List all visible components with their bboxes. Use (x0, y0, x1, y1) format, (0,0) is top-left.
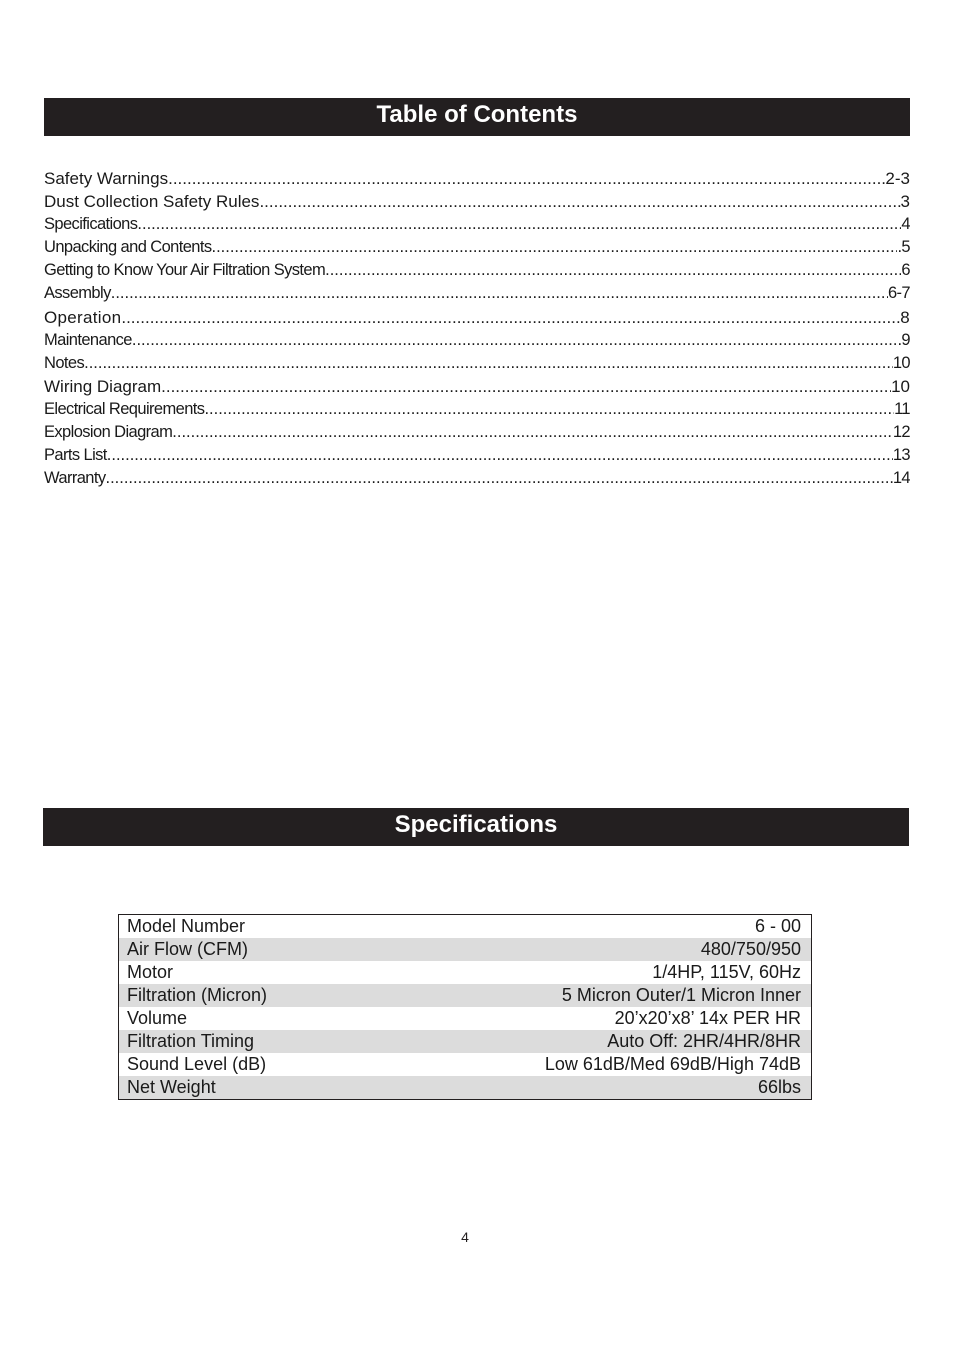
spec-label: Motor (127, 962, 174, 982)
toc-entry (44, 444, 910, 467)
spec-row (119, 1007, 812, 1030)
toc-entry-page: 6 (901, 261, 910, 280)
toc-leader-dots (107, 444, 893, 467)
spec-value: 66lbs (372, 1076, 811, 1100)
spec-row (119, 938, 812, 961)
spec-value: Low 61dB/Med 69dB/High 74dB (544, 1054, 801, 1074)
spec-row (119, 915, 812, 939)
toc-entry-page: 13 (892, 446, 910, 465)
toc-entry-label: Warranty (44, 469, 106, 488)
spec-label: Air Flow (CFM) (119, 938, 373, 961)
toc-leader-dots (161, 375, 891, 398)
toc-entry-label: Operation (44, 307, 122, 327)
toc-title: Table of Contents (44, 98, 910, 136)
spec-row (119, 1053, 812, 1076)
toc-entry-page: 9 (901, 330, 910, 349)
toc-entry-label: Electrical Requirements (44, 399, 205, 418)
toc-entry-label: Unpacking and Contents (44, 238, 212, 257)
toc-entry-label: Assembly (44, 284, 111, 303)
toc-entry-label: Safety Warnings (44, 169, 169, 188)
toc-entry-page: 14 (892, 469, 910, 488)
toc-entry (44, 352, 910, 375)
spec-label: Volume (127, 1008, 188, 1028)
toc-entry (44, 306, 910, 329)
specifications-title: Specifications (43, 808, 909, 846)
spec-label: Net Weight (119, 1076, 373, 1100)
toc-leader-dots (204, 398, 894, 421)
toc-entry (44, 236, 910, 259)
toc-entry-page: 2-3 (885, 169, 910, 188)
toc-entry-page: 12 (892, 423, 910, 442)
toc-entry (44, 259, 910, 282)
toc-entry-label: Wiring Diagram (44, 376, 162, 396)
toc-entry (44, 213, 910, 236)
spec-value: 20’x20’x8’ 14x PER HR (614, 1008, 801, 1028)
toc-entry-label: Notes (44, 353, 85, 372)
toc-entry-label: Dust Collection Safety Rules (44, 192, 260, 212)
toc-entry (44, 375, 910, 398)
spec-row (119, 1076, 812, 1100)
toc-entry (44, 282, 910, 305)
toc-leader-dots (137, 213, 901, 236)
spec-value: Auto Off: 2HR/4HR/8HR (372, 1030, 811, 1053)
toc-leader-dots (111, 282, 888, 305)
toc-leader-dots (84, 352, 893, 375)
toc-entry (44, 398, 910, 421)
toc-entry-page: 6-7 (887, 284, 910, 303)
toc-leader-dots (325, 259, 901, 282)
toc-leader-dots (168, 167, 885, 190)
toc-entry-page: 4 (901, 215, 910, 234)
toc-entry-page: 3 (900, 192, 910, 212)
toc-leader-dots (172, 421, 893, 444)
toc-entry (44, 467, 910, 490)
spec-value: 5 Micron Outer/1 Micron Inner (372, 984, 811, 1007)
spec-row (119, 1030, 812, 1053)
toc-entry-label: Maintenance (44, 330, 132, 349)
toc-entry-page: 11 (894, 399, 910, 418)
spec-label: Filtration (Micron) (119, 984, 373, 1007)
toc-entry-page: 8 (900, 307, 910, 327)
spec-label: Filtration Timing (119, 1030, 373, 1053)
toc-entry-label: Getting to Know Your Air Filtration System (44, 261, 326, 280)
toc-entry-label: Specifications (44, 215, 138, 234)
toc-entry-page: 10 (891, 376, 910, 396)
toc-entry (44, 329, 910, 352)
spec-value: 480/750/950 (372, 938, 811, 961)
spec-row (119, 984, 812, 1007)
toc-leader-dots (259, 190, 900, 213)
toc-entry-label: Parts List (44, 446, 107, 465)
spec-label: Model Number (127, 916, 246, 936)
toc-entry (44, 167, 910, 190)
toc-entry (44, 190, 910, 213)
specifications-table (118, 914, 812, 1100)
toc-leader-dots (121, 306, 900, 329)
toc-entry (44, 421, 910, 444)
spec-value: 1/4HP, 115V, 60Hz (652, 962, 801, 982)
toc-leader-dots (132, 329, 902, 352)
page-number: 4 (461, 1229, 469, 1245)
toc-entry-page: 10 (892, 353, 910, 372)
spec-row (119, 961, 812, 984)
toc-leader-dots (212, 236, 898, 259)
toc-entry-label: Explosion Diagram (44, 423, 173, 442)
toc-leader-dots (106, 467, 893, 490)
spec-value: 6 - 00 (754, 916, 801, 936)
toc-list (44, 167, 910, 490)
toc-entry-page: .5 (897, 238, 910, 257)
spec-label: Sound Level (dB) (127, 1054, 267, 1074)
